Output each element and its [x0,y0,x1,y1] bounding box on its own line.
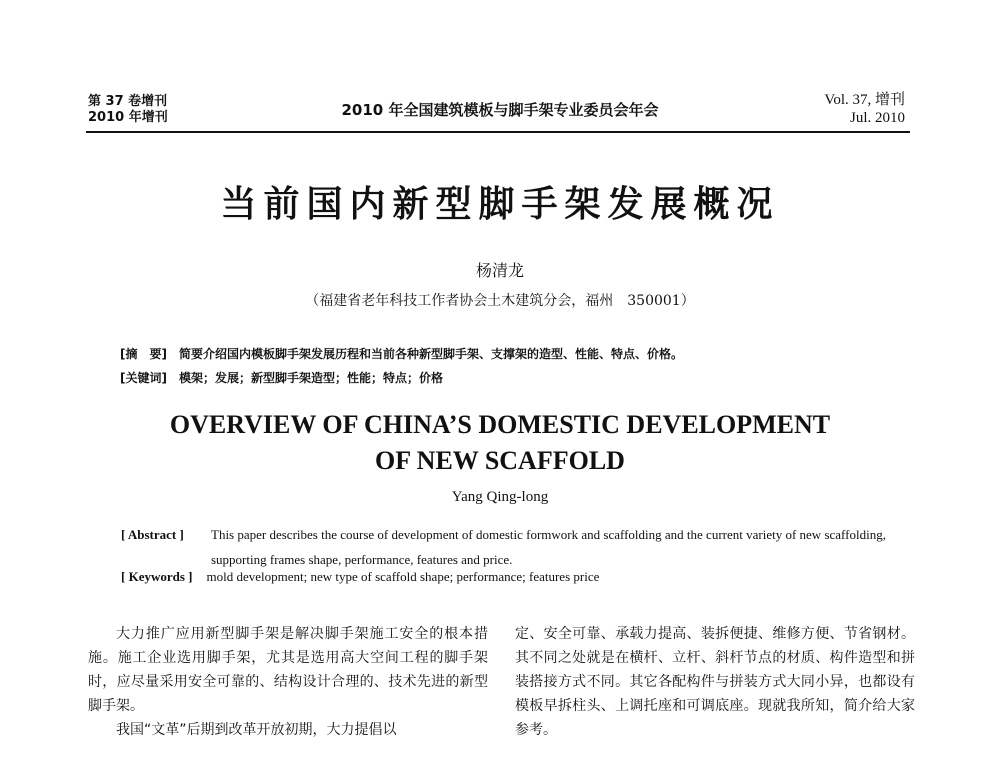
keywords-cn [120,369,920,386]
abstract-en [121,522,911,572]
abstract-cn-text: 简要介绍国内模板脚手架发展历程和当前各种新型脚手架、支撑架的造型、性能、特点、价格。 [178,347,683,361]
paper-title-en [0,407,1000,479]
paper-title-en-line2: OF NEW SCAFFOLD [375,446,625,475]
abstract-en-text: This paper describes the course of development of domestic formwork and scaffolding and the current variety of new scaffolding, supporting frames shape, performance, features and price. [211,527,886,567]
keywords-cn-label: [关键词] [120,371,167,385]
paper-title-cn: 当前国内新型脚手架发展概况 [220,183,780,225]
author-cn: 杨清龙 [475,261,524,280]
keywords-en-label: [ Keywords ] [121,569,193,584]
volume-cn: 第 37 卷增刊 [88,94,168,109]
author-en: Yang Qing-long [451,489,549,505]
affiliation-cn: （福建省老年科技工作者协会土木建筑分会，福州 350001） [305,293,695,309]
body-column-right [515,622,915,742]
running-header-center: 2010 年全国建筑模板与脚手架专业委员会年会 [341,101,659,119]
keywords-en-text: mold development; new type of scaffold shape; performance; features price [206,569,600,584]
abstract-cn [120,345,920,362]
keywords-en [121,569,911,585]
body-paragraph: 我国“文革”后期到改革开放初期，大力提倡以 [116,722,397,738]
year-cn: 2010 年增刊 [88,110,168,125]
abstract-cn-label: [摘 要] [120,347,167,361]
header-rule [86,131,910,133]
keywords-cn-text: 模架；发展；新型脚手架造型；性能；特点；价格 [178,371,443,385]
volume-en: Vol. 37, 增刊 [824,92,905,108]
paper-title-en-line1: OVERVIEW OF CHINA’S DOMESTIC DEVELOPMENT [169,410,831,439]
running-header-right [824,91,905,127]
abstract-en-label: [ Abstract ] [121,527,184,542]
body-paragraph: 定、安全可靠、承载力提高、装拆便捷、维修方便、节省钢材。其不同之处就是在横杆、立杆、斜杆节点的材质、构件造型和拼装搭接方式不同。其它各配构件与拼装方式大同小异，也都设有模板早拆柱头、上调托座和可调底座。现就我所知，简介给大家参考。 [515,626,915,738]
date-en: Jul. 2010 [849,110,905,126]
body-paragraph: 大力推广应用新型脚手架是解决脚手架施工安全的根本措施。施工企业选用脚手架，尤其是选用高大空间工程的脚手架时，应尽量采用安全可靠的、结构设计合理的、技术先进的新型脚手架。 [88,626,488,714]
body-column-left [88,622,488,742]
